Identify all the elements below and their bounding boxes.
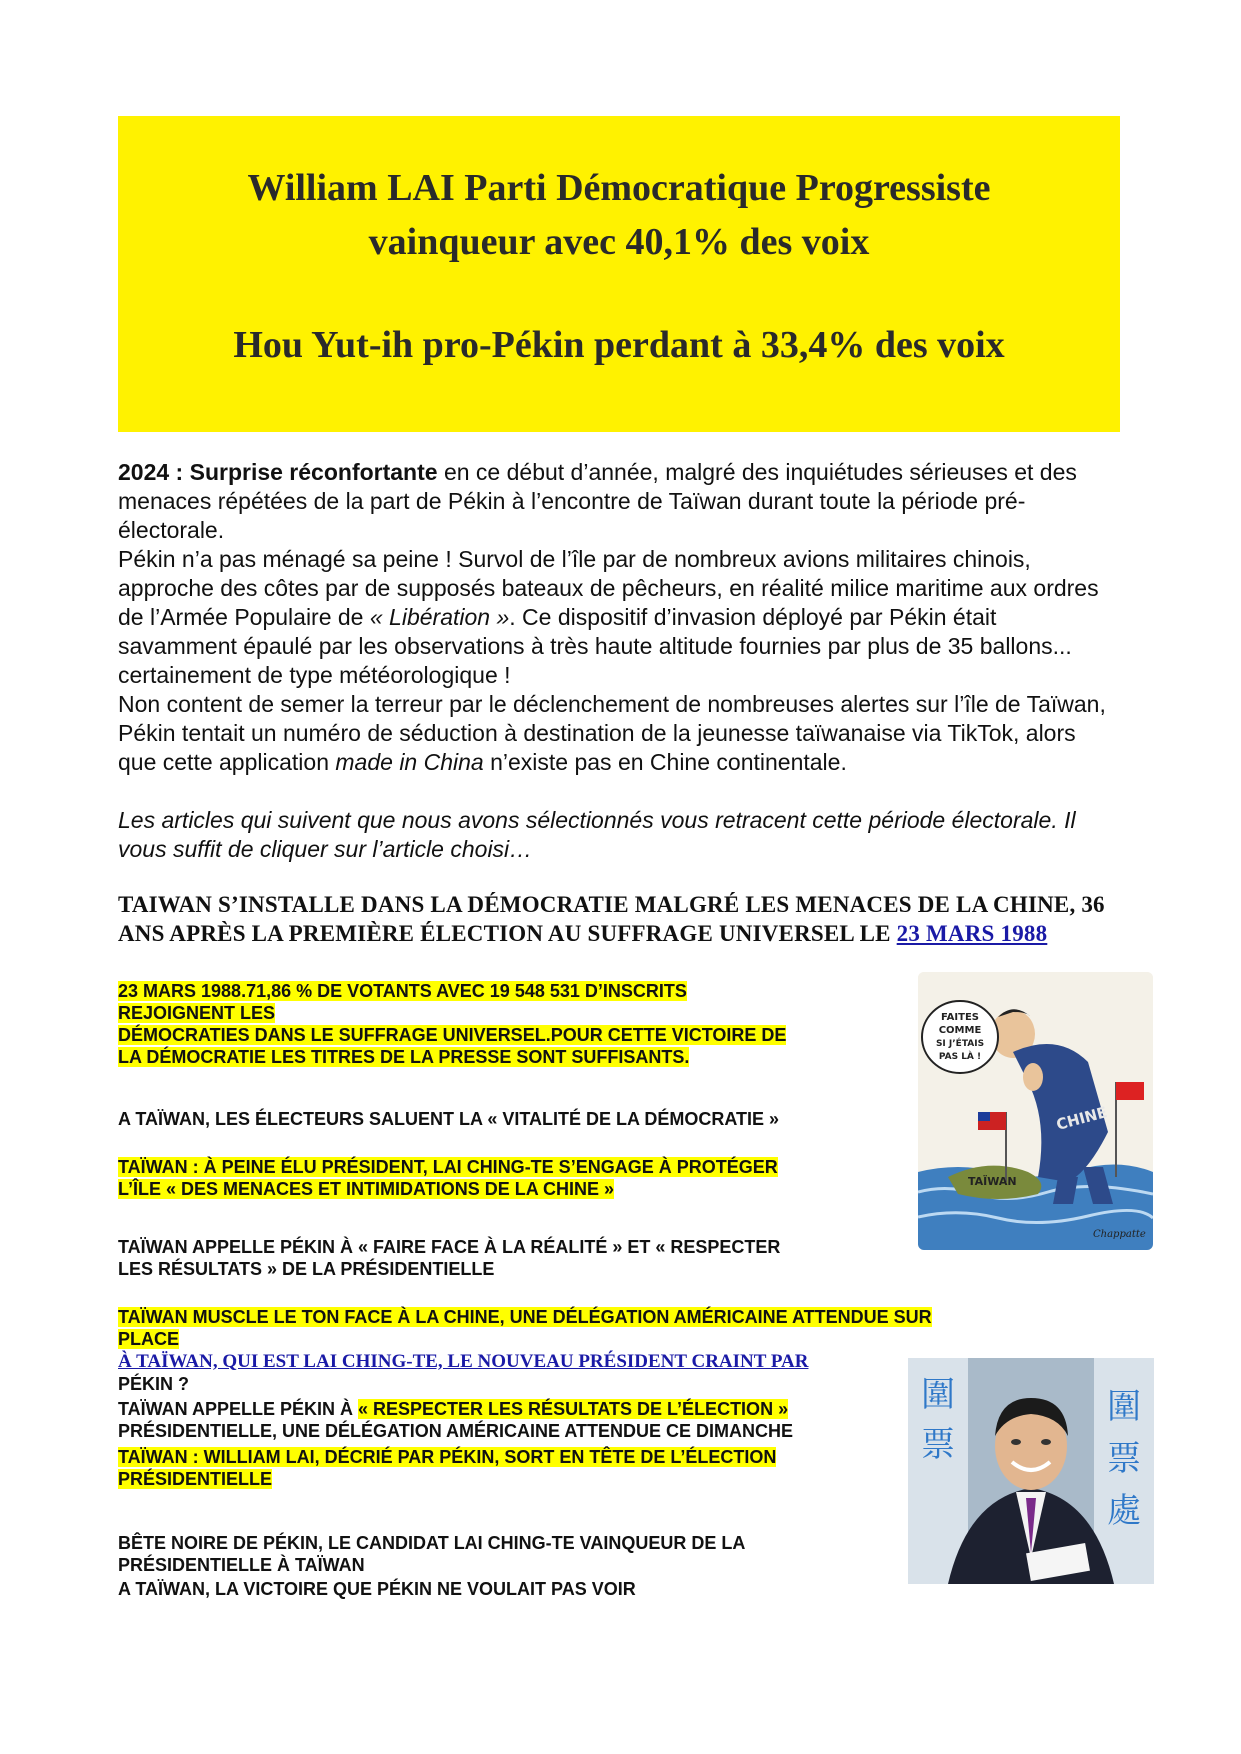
article-1[interactable] [118,980,786,1068]
article-1-line-2: REJOIGNENT LES [118,1003,276,1023]
article-4-line-2: LES RÉSULTATS » DE LA PRÉSIDENTIELLE [118,1259,495,1279]
photo-drawing [908,1358,1154,1584]
article-10[interactable]: A TAÏWAN, LA VICTOIRE QUE PÉKIN NE VOULAIT PAS VOIR [118,1579,636,1599]
intro-p2-italic: « Libération » [369,604,510,630]
article-9-line-1: BÊTE NOIRE DE PÉKIN, LE CANDIDAT LAI CHING-TE VAINQUEUR DE LA [118,1533,746,1553]
intro-text [118,458,1118,777]
headline-text: TAIWAN S’INSTALLE DANS LA DÉMOCRATIE MALGRÉ LES MENACES DE LA CHINE, 36 ANS APRÈS LA PREMIÈRE ÉLECTION AU SUFFRAGE UNIVERSEL LE [118,892,1105,946]
intro-p3-b: n’existe pas en Chine continentale. [483,749,847,775]
article-7-line-2: PRÉSIDENTIELLE, UNE DÉLÉGATION AMÉRICAINE ATTENDUE CE DIMANCHE [118,1421,794,1441]
intro-paragraph-3 [118,690,1118,777]
article-7-a: TAÏWAN APPELLE PÉKIN À [118,1399,359,1419]
article-7[interactable] [118,1398,793,1442]
intro-p2-a: Pékin n’a pas ménagé sa peine ! Survol de l’île par de nombreux avions militaires chinois, approche des côtes par de supposés bateaux de pêcheurs, en réalité milice maritime aux ordres de l’Armée Populaire de [118,546,1099,630]
banner-line-3: Hou Yut-ih pro-Pékin perdant à 33,4% des voix [233,324,1005,366]
article-6-line-2: PÉKIN ? [118,1374,190,1394]
article-4-line-1: TAÏWAN APPELLE PÉKIN À « FAIRE FACE À LA RÉALITÉ » ET « RESPECTER [118,1237,781,1257]
article-7-highlight: « RESPECTER LES RÉSULTATS DE L’ÉLECTION » [358,1399,789,1419]
main-headline [118,890,1118,948]
banner-line-2: vainqueur avec 40,1% des voix [368,221,870,263]
article-2[interactable]: A TAÏWAN, LES ÉLECTEURS SALUENT LA « VITALITÉ DE LA DÉMOCRATIE » [118,1109,780,1129]
article-8-line-1: TAÏWAN : WILLIAM LAI, DÉCRIÉ PAR PÉKIN, SORT EN TÊTE DE L’ÉLECTION [118,1447,777,1467]
article-9[interactable] [118,1532,745,1576]
article-3[interactable] [118,1156,778,1200]
article-5-line-1: TAÏWAN MUSCLE LE TON FACE À LA CHINE, UNE DÉLÉGATION AMÉRICAINE ATTENDUE SUR [118,1307,932,1327]
bubble-line-1: FAITES [941,1012,979,1023]
intro-lead-rest: en ce début d’année, malgré des inquiétudes sérieuses et des menaces répétées de la part de Pékin à l’encontre de Taïwan durant toute la période pré-électorale. [118,459,1077,543]
intro-paragraph-1 [118,458,1118,545]
cartoon-chine-label: CHINE [1054,1103,1110,1134]
article-6[interactable] [118,1350,808,1395]
cartoon-illustration [918,972,1153,1250]
article-3-line-2: L’ÎLE « DES MENACES ET INTIMIDATIONS DE LA CHINE » [118,1179,615,1199]
bubble-line-4: PAS LÀ ! [938,1052,982,1062]
article-9-line-2: PRÉSIDENTIELLE À TAÏWAN [118,1555,365,1575]
article-3-line-1: TAÏWAN : À PEINE ÉLU PRÉSIDENT, LAI CHING-TE S’ENGAGE À PROTÉGER [118,1157,778,1177]
bubble-line-2: COMME [938,1025,982,1036]
intro-p3-a: Non content de semer la terreur par le déclenchement de nombreuses alertes sur l’île de Taïwan, Pékin tentait un numéro de séduction à destination de la jeunesse taïwanaise via TikTok, alors que cette application [118,691,1106,775]
intro-p2-b: . Ce dispositif d’invasion déployé par Pékin était savamment épaulé par les observations à très haute altitude fournies par plus de 35 ballons... certainement de type météorologique ! [118,604,1072,688]
article-5-line-2: PLACE [118,1329,180,1349]
article-8[interactable] [118,1446,776,1490]
cartoon-taiwan-label: TAÏWAN [968,1175,1017,1188]
cartoon-signature: Chappatte [1093,1229,1146,1240]
article-8-line-2: PRÉSIDENTIELLE [118,1469,273,1489]
photo-char-5: 票 [1107,1439,1141,1479]
president-photo [908,1358,1154,1584]
bubble-line-3: SI J’ÉTAIS [935,1039,985,1049]
banner-line-1: William LAI Parti Démocratique Progressiste [247,167,991,209]
article-6-link[interactable]: À TAÏWAN, QUI EST LAI CHING-TE, LE NOUVEAU PRÉSIDENT CRAINT PAR [118,1351,809,1372]
result-banner [118,116,1120,432]
photo-char-4: 圍 [1107,1387,1141,1427]
article-1-line-3: DÉMOCRATIES DANS LE SUFFRAGE UNIVERSEL.POUR CETTE VICTOIRE DE [118,1025,787,1045]
article-1-line-1: 23 MARS 1988.71,86 % DE VOTANTS AVEC 19 548 531 D’INSCRITS [118,981,687,1001]
selection-note: Les articles qui suivent que nous avons sélectionnés vous retracent cette période électorale. Il vous suffit de cliquer sur l’article choisi… [118,807,1076,862]
intro-lead: 2024 : Surprise réconfortante [118,459,438,485]
headline-date-link[interactable]: 23 MARS 1988 [896,921,1048,946]
photo-char-1: 圍 [921,1375,955,1415]
cartoon-drawing [918,972,1153,1250]
article-1-line-4: LA DÉMOCRATIE LES TITRES DE LA PRESSE SONT SUFFISANTS. [118,1047,690,1067]
article-5[interactable] [118,1306,932,1350]
photo-char-2: 票 [921,1425,955,1465]
article-4[interactable] [118,1236,780,1280]
intro-p3-italic: made in China [335,749,484,775]
photo-char-3: 處 [1107,1491,1141,1531]
intro-paragraph-2 [118,545,1118,690]
